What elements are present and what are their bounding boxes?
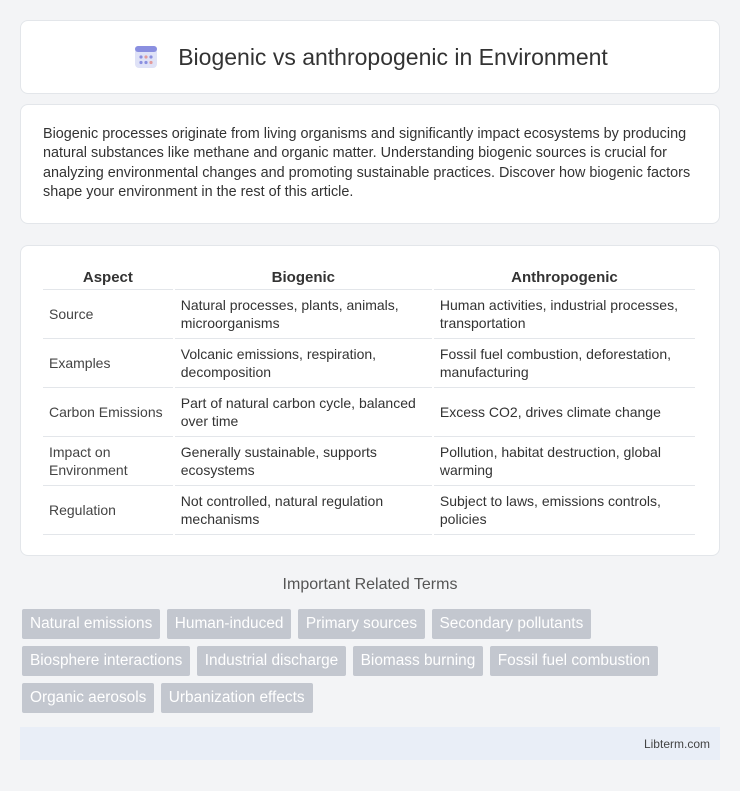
intro-card xyxy=(20,104,720,224)
column-header-anthropogenic: Anthropogenic xyxy=(434,266,695,290)
table-row xyxy=(43,388,695,437)
table-row xyxy=(43,437,695,486)
tag-secondary-pollutants[interactable]: Secondary pollutants xyxy=(432,609,592,639)
tag-fossil-fuel-combustion[interactable]: Fossil fuel combustion xyxy=(490,646,658,676)
comparison-table xyxy=(41,266,697,535)
table-cell: Source xyxy=(43,290,173,339)
comparison-table-card xyxy=(20,245,720,556)
column-header-biogenic: Biogenic xyxy=(175,266,432,290)
table-cell: Part of natural carbon cycle, balanced over time xyxy=(175,388,432,437)
table-row xyxy=(43,339,695,388)
table-cell: Examples xyxy=(43,339,173,388)
tag-biosphere-interactions[interactable]: Biosphere interactions xyxy=(22,646,190,676)
footer xyxy=(20,727,720,760)
tag-natural-emissions[interactable]: Natural emissions xyxy=(22,609,160,639)
table-cell: Generally sustainable, supports ecosystems xyxy=(175,437,432,486)
table-cell: Excess CO2, drives climate change xyxy=(434,388,695,437)
table-cell: Volcanic emissions, respiration, decomposition xyxy=(175,339,432,388)
table-cell: Natural processes, plants, animals, microorganisms xyxy=(175,290,432,339)
intro-text: Biogenic processes originate from living organisms and significantly impact ecosystems by producing natural substances like methane and organic matter. Understanding biogenic sources is crucial for analyzing environmental changes and promoting sustainable practices. Discover how biogenic factors shape your environment in the rest of this article. xyxy=(43,126,691,200)
tag-urbanization-effects[interactable]: Urbanization effects xyxy=(161,683,313,713)
tag-industrial-discharge[interactable]: Industrial discharge xyxy=(197,646,346,676)
table-row xyxy=(43,486,695,535)
page-title: Biogenic vs anthropogenic in Environment xyxy=(178,43,608,70)
tag-biomass-burning[interactable]: Biomass burning xyxy=(353,646,484,676)
related-terms-tags xyxy=(22,609,722,720)
related-terms-title: Important Related Terms xyxy=(282,576,458,593)
footer-site-link[interactable]: Libterm.com xyxy=(643,736,710,751)
table-cell: Subject to laws, emissions controls, policies xyxy=(434,486,695,535)
table-cell: Pollution, habitat destruction, global warming xyxy=(434,437,695,486)
table-cell: Regulation xyxy=(43,486,173,535)
table-header-row xyxy=(43,266,695,290)
tag-organic-aerosols[interactable]: Organic aerosols xyxy=(22,683,154,713)
table-cell: Impact on Environment xyxy=(43,437,173,486)
table-row xyxy=(43,290,695,339)
table-cell: Not controlled, natural regulation mechanisms xyxy=(175,486,432,535)
table-cell: Fossil fuel combustion, deforestation, manufacturing xyxy=(434,339,695,388)
document-list-icon xyxy=(132,43,160,71)
table-cell: Human activities, industrial processes, transportation xyxy=(434,290,695,339)
column-header-aspect: Aspect xyxy=(43,266,173,290)
tag-human-induced[interactable]: Human-induced xyxy=(167,609,292,639)
tag-primary-sources[interactable]: Primary sources xyxy=(298,609,425,639)
title-wrap xyxy=(132,43,608,71)
table-cell: Carbon Emissions xyxy=(43,388,173,437)
header-card xyxy=(20,20,720,94)
